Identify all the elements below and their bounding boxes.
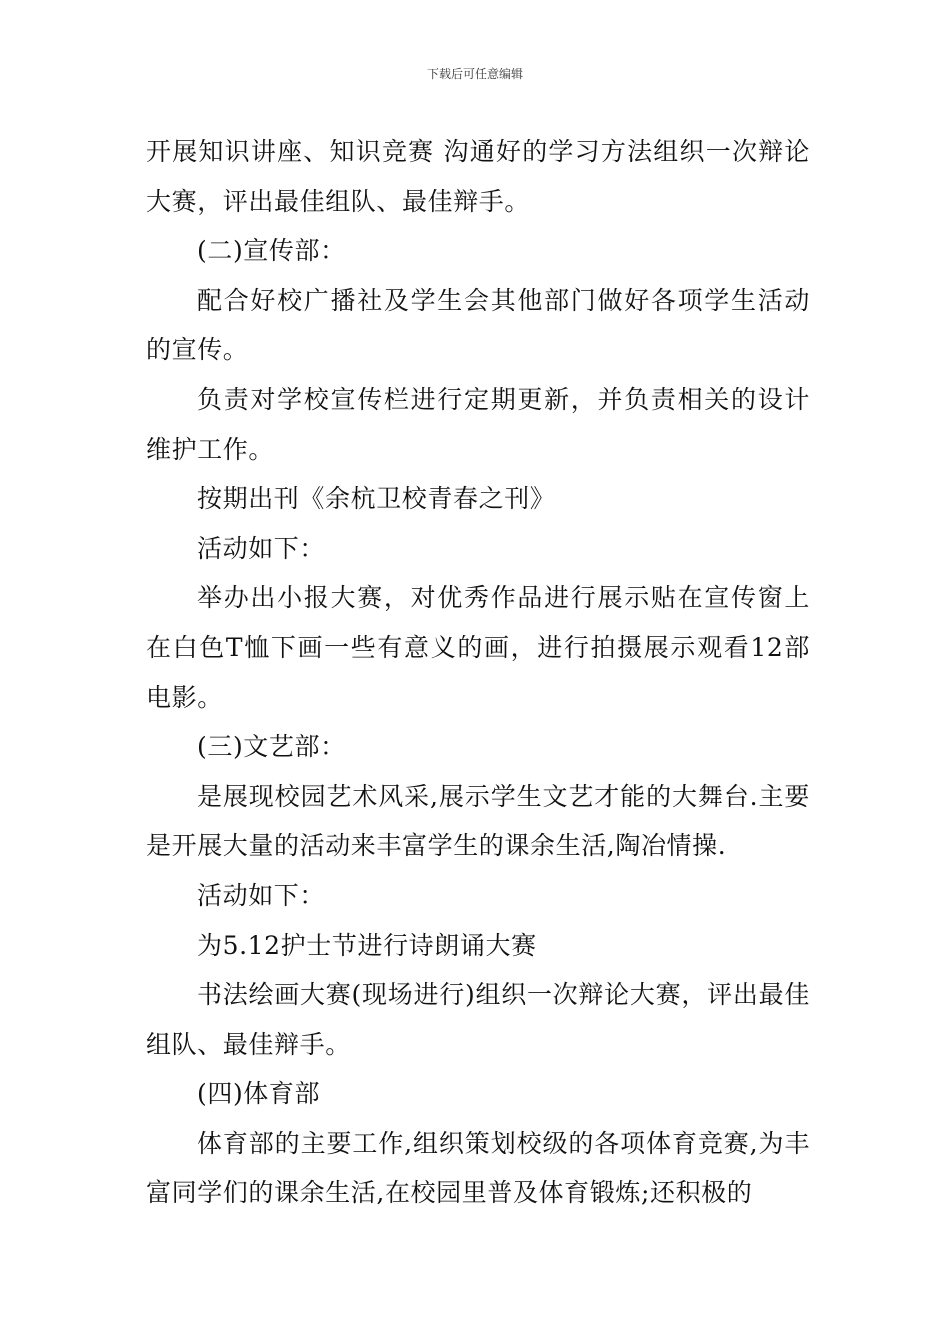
activities-label-2: 活动如下： xyxy=(197,880,326,910)
paragraph-arts-2: 为5.12护士节进行诗朗诵大赛 xyxy=(197,930,537,960)
paragraph-arts-3: 书法绘画大赛(现场进行)组织一次辩论大赛，评出最佳组队、最佳辩手。 xyxy=(146,980,810,1059)
section-heading-sports: (四)体育部 xyxy=(197,1079,321,1109)
paragraph-publicity-1: 配合好校广播社及学生会其他部门做好各项学生活动的宣传。 xyxy=(146,285,810,365)
section-heading-publicity: (二)宣传部： xyxy=(197,236,346,266)
paragraph-1: 开展知识讲座、知识竞赛 沟通好的学习方法组织一次辩论大赛，评出最佳组队、最佳辩手。 xyxy=(146,137,810,216)
paragraph-sports-1: 体育部的主要工作,组织策划校级的各项体育竞赛,为丰富同学们的课余生活,在校园里普及体育锻炼;还积极的 xyxy=(146,1128,810,1208)
activities-label-1: 活动如下： xyxy=(197,533,326,563)
paragraph-publicity-3: 按期出刊《余杭卫校青春之刊》 xyxy=(197,484,556,514)
paragraph-publicity-activities: 举办出小报大赛，对优秀作品进行展示贴在宣传窗上在白色T恤下画一些有意义的画，进行拍摄展示观看12部电影。 xyxy=(146,583,810,712)
section-heading-arts: (三)文艺部： xyxy=(197,732,346,762)
document-body xyxy=(146,127,810,1218)
paragraph-arts-1: 是展现校园艺术风采,展示学生文艺才能的大舞台.主要是开展大量的活动来丰富学生的课余生活,陶冶情操. xyxy=(146,781,810,861)
paragraph-publicity-2: 负责对学校宣传栏进行定期更新，并负责相关的设计维护工作。 xyxy=(146,384,810,464)
page-header-note: 下载后可任意编辑 xyxy=(426,67,523,81)
